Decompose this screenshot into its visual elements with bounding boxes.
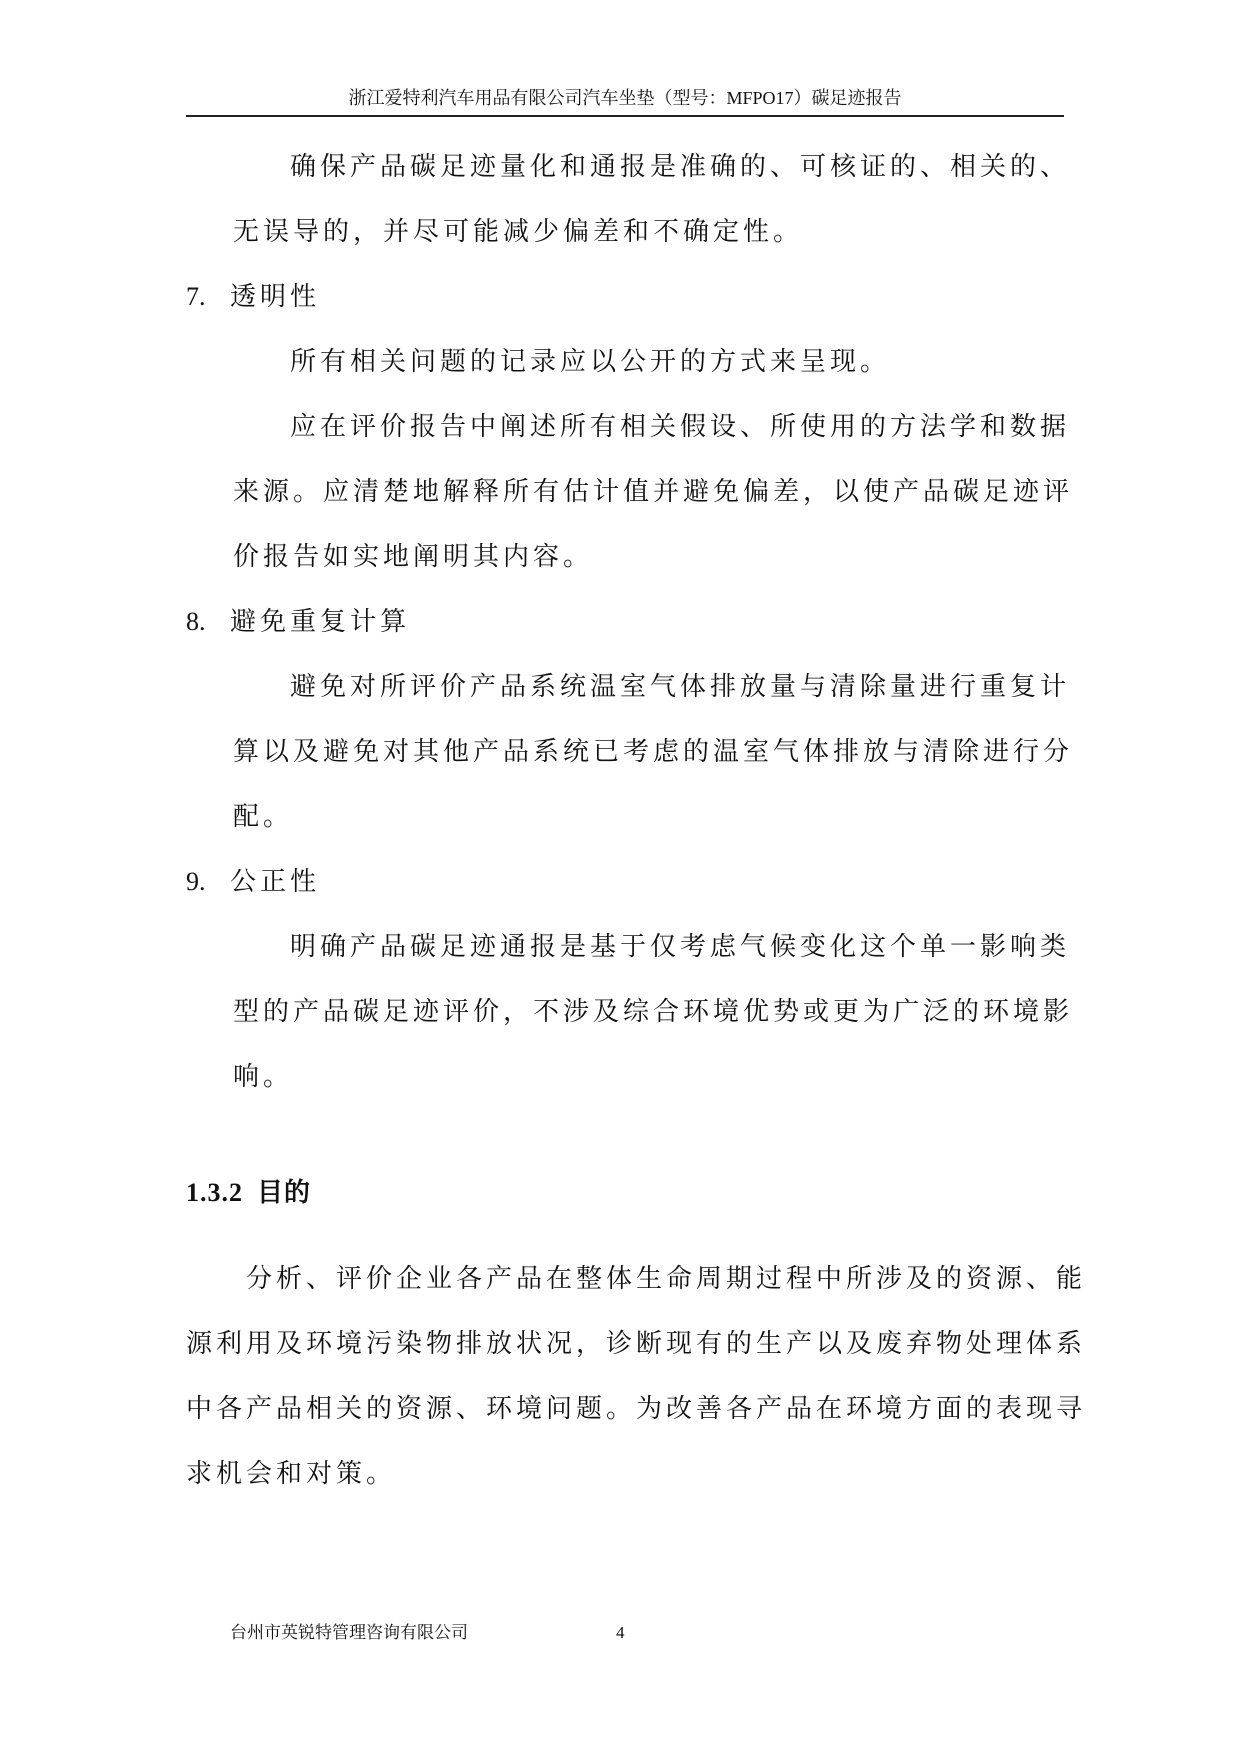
item-number: 8. — [186, 607, 206, 636]
paragraph-line: 求机会和对策。 — [186, 1459, 397, 1489]
paragraph-line: 所有相关问题的记录应以公开的方式来呈现。 — [290, 347, 891, 377]
header-rule — [186, 115, 1064, 117]
item-title: 公正性 — [230, 867, 321, 897]
paragraph-line: 无误导的，并尽可能减少偏差和不确定性。 — [233, 217, 804, 247]
item-number: 7. — [186, 282, 206, 311]
page-number: 4 — [616, 1623, 625, 1642]
footer-company: 台州市英锐特管理咨询有限公司 — [230, 1623, 468, 1642]
paragraph-line: 中各产品相关的资源、环境问题。为改善各产品在环境方面的表现寻 — [186, 1394, 1087, 1424]
item-heading-9 — [186, 865, 320, 899]
item-heading-8 — [186, 605, 410, 639]
paragraph-line: 应在评价报告中阐述所有相关假设、所使用的方法学和数据 — [290, 412, 1071, 442]
paragraph-line: 响。 — [233, 1062, 294, 1092]
paragraph-line: 源利用及环境污染物排放状况，诊断现有的生产以及废弃物处理体系 — [186, 1329, 1087, 1359]
paragraph-line: 避免对所评价产品系统温室气体排放量与清除量进行重复计 — [290, 672, 1071, 702]
paragraph-line: 算以及避免对其他产品系统已考虑的温室气体排放与清除进行分 — [233, 737, 1074, 767]
item-title: 避免重复计算 — [230, 607, 411, 637]
header-title: 浙江爱特利汽车用品有限公司汽车坐垫（型号：MFPO17）碳足迹报告 — [348, 88, 902, 108]
section-title: 目的 — [257, 1178, 312, 1208]
item-number: 9. — [186, 867, 206, 896]
paragraph-line: 价报告如实地阐明其内容。 — [233, 542, 594, 572]
paragraph-line: 来源。应清楚地解释所有估计值并避免偏差，以使产品碳足迹评 — [233, 477, 1074, 507]
paragraph-line: 确保产品碳足迹量化和通报是准确的、可核证的、相关的、 — [290, 152, 1071, 182]
item-title: 透明性 — [230, 282, 321, 312]
item-heading-7 — [186, 280, 320, 314]
section-heading — [186, 1176, 311, 1210]
section-number: 1.3.2 — [186, 1178, 243, 1207]
paragraph-line: 配。 — [233, 802, 294, 832]
paragraph-line: 明确产品碳足迹通报是基于仅考虑气候变化这个单一影响类 — [290, 932, 1071, 962]
paragraph-line: 分析、评价企业各产品在整体生命周期过程中所涉及的资源、能 — [246, 1264, 1087, 1294]
paragraph-line: 型的产品碳足迹评价，不涉及综合环境优势或更为广泛的环境影 — [233, 997, 1074, 1027]
